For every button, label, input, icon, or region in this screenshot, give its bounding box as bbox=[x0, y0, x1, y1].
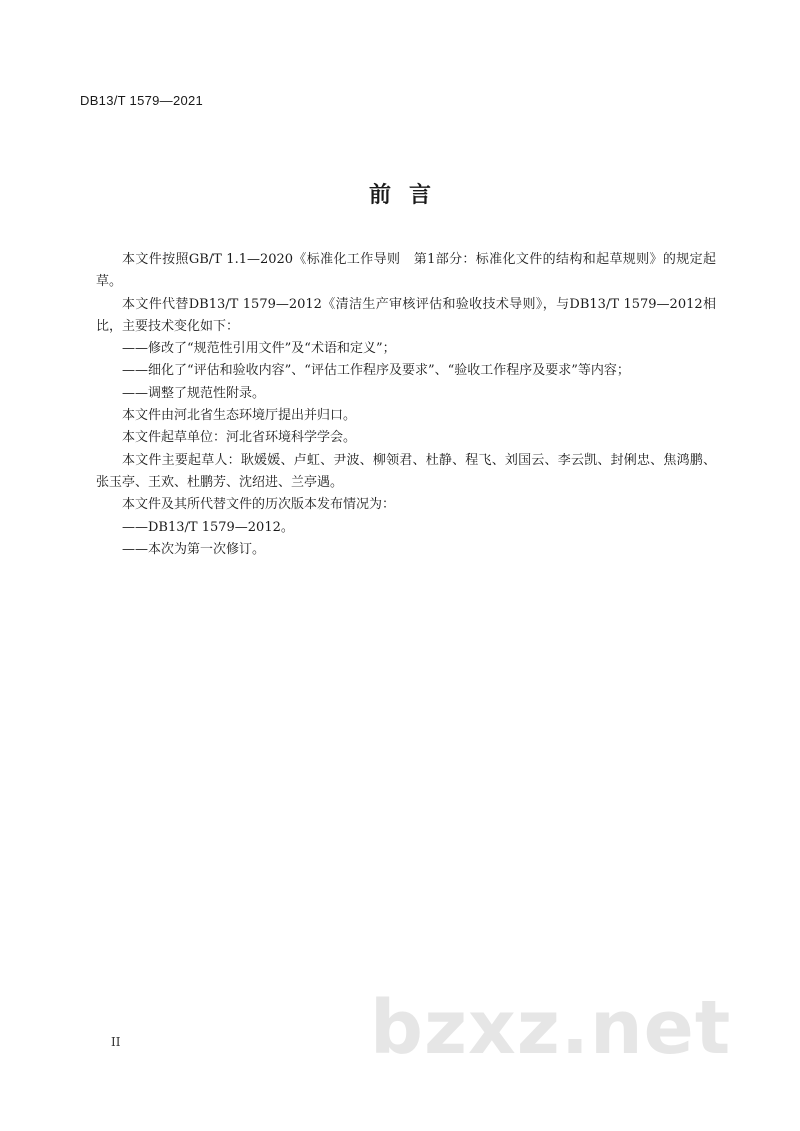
paragraph-drafting-unit: 本文件起草单位：河北省环境科学学会。 bbox=[122, 430, 357, 446]
paragraph-version-history: 本文件及其所代替文件的历次版本发布情况为： bbox=[122, 497, 396, 513]
version-item: ——本次为第一次修订。 bbox=[122, 541, 266, 557]
watermark: bzxz.net bbox=[370, 985, 732, 1071]
foreword-body bbox=[96, 249, 716, 561]
paragraph-proposer: 本文件由河北省生态环境厅提出并归口。 bbox=[122, 408, 357, 424]
page-title: 前言 bbox=[368, 183, 449, 208]
document-code: DB13/T 1579—2021 bbox=[80, 93, 204, 108]
paragraph-drafters: 本文件主要起草人：耿媛媛、卢虹、尹波、柳领君、杜静、程飞、刘国云、李云凯、封俐忠、焦鸿鹏、张玉亭、王欢、杜鹏芳、沈绍进、兰亭遇。 bbox=[96, 452, 716, 490]
version-item: ——DB13/T 1579—2012。 bbox=[122, 519, 294, 535]
paragraph-drafting-basis: 本文件按照GB/T 1.1—2020《标准化工作导则 第1部分：标准化文件的结构和起草规则》的规定起草。 bbox=[96, 252, 716, 290]
page-number: II bbox=[111, 1035, 121, 1049]
change-item: ——细化了“评估和验收内容”、“评估工作程序及要求”、“验收工作程序及要求”等内容； bbox=[122, 363, 630, 379]
change-item: ——调整了规范性附录。 bbox=[122, 385, 266, 401]
paragraph-replacement: 本文件代替DB13/T 1579—2012《清洁生产审核评估和验收技术导则》，与DB13/T 1579—2012相比，主要技术变化如下： bbox=[96, 296, 716, 334]
change-item: ——修改了“规范性引用文件”及“术语和定义”； bbox=[122, 341, 396, 357]
